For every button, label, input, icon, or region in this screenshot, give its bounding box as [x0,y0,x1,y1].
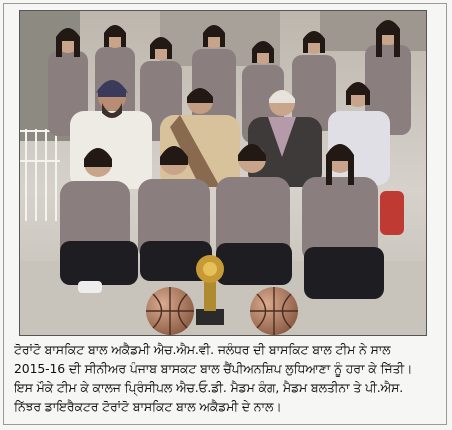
caption-line-1: ਟੋਰਾਂਟੋ ਬਾਸਕਿਟ ਬਾਲ ਅਕੈਡਮੀ ਐਚ.ਐਮ.ਵੀ. ਜਲੰਧਰ ਦੀ ਬਾਸਕਿਟ ਬਾਲ ਟੀਮ ਨੇ ਸਾਲ [14,342,391,357]
window-right [320,11,427,51]
caption-line-3: ਇਸ ਮੌਕੇ ਟੀਮ ਕੇ ਕਾਲਜ ਪ੍ਰਿੰਸੀਪਲ ਐਚ.ਓ.ਡੀ. ਮੈਡਮ ਕੰਗ, ਮੈਡਮ ਬਲਤੀਨਾ ਤੇ ਪੀ.ਐਸ. [14,380,404,395]
caption-line-4: ਨਿੱਝਰ ਡਾਇਰੈਕਟਰ ਟੋਰਾਂਟੋ ਬਾਸਕਿਟ ਬਾਲ ਅਕੈਡਮੀ ਦੇ ਨਾਲ। [14,399,282,414]
photo-caption [14,340,438,416]
caption-line-2: 2015-16 ਦੀ ਸੀਨੀਅਰ ਪੰਜਾਬ ਬਾਸਕਟ ਬਾਲ ਚੈਂਪੀਅਨਸ਼ਿਪ ਲੁਧਿਆਣਾ ਨੂੰ ਹਰਾ ਕੇ ਜਿੱਤੀ। [14,361,413,376]
basketball-left [146,287,194,335]
team-photo-drawing [20,11,427,336]
red-bag [380,191,404,235]
basketball-right [250,287,298,335]
team-photo [19,10,427,336]
